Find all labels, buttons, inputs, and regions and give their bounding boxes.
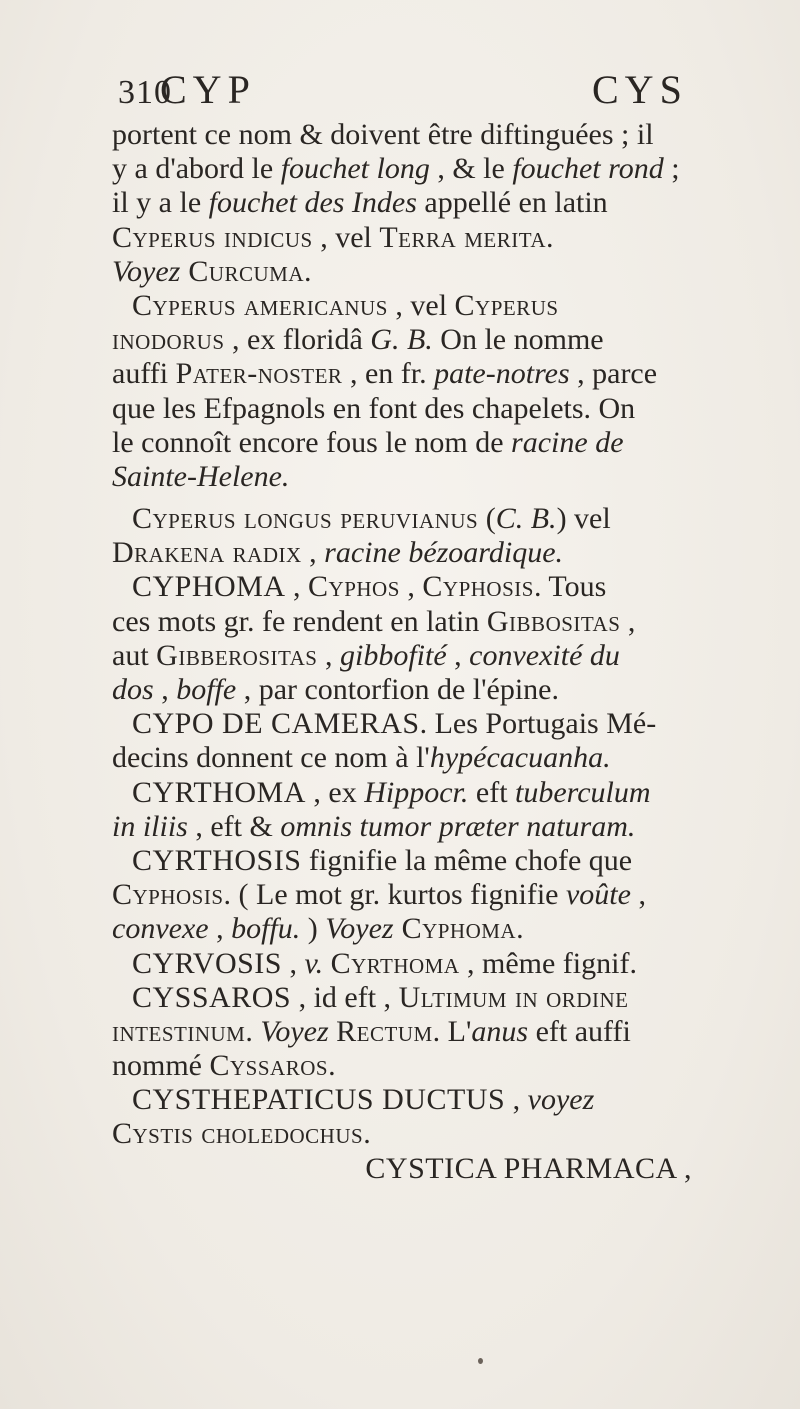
text-run: eft: [468, 775, 516, 809]
text-run: , ex floridâ: [224, 323, 371, 357]
text-run: ces mots gr. fe rendent en latin: [112, 604, 487, 638]
smallcaps-term: intestinum: [112, 1014, 246, 1048]
text-run: , parce: [569, 357, 658, 391]
smallcaps-term: Cyphoma: [393, 912, 517, 946]
entry-headword-line: [112, 502, 722, 536]
cross-reference: Voyez: [260, 1014, 329, 1048]
smallcaps-term: inodorus: [112, 323, 225, 357]
text-line: [112, 741, 722, 775]
smallcaps-term: Gibberositas: [156, 638, 318, 672]
text-run: ,: [620, 604, 636, 638]
text-run: eft auffi: [528, 1014, 631, 1048]
smallcaps-term: Rectum: [336, 1014, 433, 1048]
text-run: ,: [153, 673, 177, 706]
text-line: [112, 152, 722, 186]
text-run: .: [245, 1014, 261, 1048]
italic-term: G. B.: [370, 323, 433, 357]
text-line: [112, 323, 722, 357]
text-run: .: [516, 912, 524, 946]
entry-text: [112, 118, 722, 1186]
smallcaps-term: Curcuma: [180, 254, 305, 288]
entry-headword-line: [112, 289, 722, 323]
text-run: auffi: [112, 357, 176, 391]
text-line: [112, 186, 722, 220]
text-line: [112, 255, 722, 289]
entry-headword-line: [112, 707, 722, 741]
text-run: , en fr.: [342, 357, 435, 391]
text-line: [112, 810, 722, 844]
text-line: [112, 392, 722, 426]
smallcaps-term: Drakena radix: [112, 536, 302, 570]
text-run: [323, 947, 331, 980]
text-run: On le nomme: [432, 323, 604, 357]
italic-term: boffe: [176, 673, 237, 706]
text-line: [112, 357, 722, 391]
text-run: ,: [505, 1083, 528, 1117]
entry-headword: CYRTHOMA: [132, 775, 306, 809]
text-run: ;: [663, 152, 680, 186]
italic-term: voûte: [565, 878, 631, 912]
cross-reference: Voyez: [325, 912, 394, 946]
text-run: ,: [285, 570, 309, 604]
italic-term: dos: [112, 673, 154, 706]
text-run: appellé en latin: [416, 186, 608, 220]
smallcaps-term: Pater-noster: [175, 357, 343, 391]
text-line: [112, 426, 722, 460]
page-header: [118, 62, 688, 112]
spacer: [112, 494, 722, 502]
italic-term: C. B.: [495, 502, 557, 536]
text-run: , & le: [429, 152, 513, 186]
text-run: .: [546, 220, 554, 254]
text-run: que les Efpagnols en font des chapelets. On: [112, 391, 636, 425]
italic-term: convexité du: [469, 638, 620, 672]
italic-term: v.: [304, 946, 324, 980]
text-line: [112, 639, 722, 673]
right-guide-word: CYS: [592, 67, 688, 112]
italic-term: Sainte-Helene.: [112, 459, 290, 493]
italic-term: racine bézoardique.: [324, 536, 564, 570]
text-run: , eft &: [187, 809, 281, 843]
text-run: y a d'abord le: [112, 152, 281, 186]
text-run: ,: [630, 878, 646, 912]
text-line: [112, 536, 722, 570]
text-run: ) vel: [556, 502, 611, 536]
italic-term: pate-notres: [434, 357, 570, 391]
text-run: , vel: [312, 220, 380, 254]
entry-headword: CYSTHEPATICUS DUCTUS: [132, 1083, 506, 1117]
entry-headword-line: [112, 1083, 722, 1117]
text-run: , id eft ,: [291, 980, 399, 1014]
smallcaps-term: Cyphosis: [422, 570, 534, 604]
entry-headword-line: [112, 947, 722, 981]
text-run: ,: [317, 638, 340, 672]
text-line: [112, 118, 722, 152]
text-run: .: [304, 254, 312, 288]
entry-headword-line: [112, 776, 722, 810]
entry-headword: CYSTICA PHARMACA ,: [365, 1151, 692, 1185]
smallcaps-term: Terra merita: [379, 220, 547, 254]
entry-headword: CYPO DE CAMERAS: [132, 707, 420, 741]
printer-mark: [478, 1358, 483, 1364]
entry-headword-line: [112, 570, 722, 604]
smallcaps-term: Cyphosis: [112, 878, 224, 912]
text-run: ,: [399, 570, 423, 604]
italic-term: in iliis: [112, 809, 188, 843]
smallcaps-term: Cyphos: [308, 570, 400, 604]
text-run: ): [300, 912, 326, 946]
text-line: [112, 1049, 722, 1083]
entry-headword-line: [112, 844, 722, 878]
italic-term: tuberculum: [515, 775, 651, 809]
italic-term: gibbofité: [340, 638, 447, 672]
smallcaps-term: Cystis choledochus: [112, 1117, 364, 1151]
text-run: portent ce nom & doivent être diftinguées ; il: [112, 118, 654, 151]
entry-headword-line: [112, 981, 722, 1015]
text-run: fignifie la même chofe que: [301, 843, 633, 877]
text-line: [112, 605, 722, 639]
text-line: [112, 1015, 722, 1049]
text-run: , ex: [305, 775, 365, 809]
text-run: .: [363, 1117, 371, 1151]
smallcaps-term: Cyperus: [454, 288, 559, 322]
text-run: , vel: [387, 288, 455, 322]
entry-headword: Cyperus longus peruvianus: [132, 502, 479, 536]
text-line: [112, 1117, 722, 1151]
text-run: aut: [112, 638, 157, 672]
entry-headword: Cyperus americanus: [132, 288, 388, 322]
italic-term: fouchet long: [280, 152, 430, 186]
text-run: .: [328, 1049, 336, 1083]
entry-headword: CYRTHOSIS: [132, 843, 302, 877]
left-guide-word: CYP: [160, 67, 256, 112]
smallcaps-term: Ultimum in ordine: [398, 980, 629, 1014]
text-line: [112, 673, 722, 707]
text-run: nommé: [112, 1049, 210, 1083]
smallcaps-term: Cyssaros: [209, 1049, 329, 1083]
page-number: 310: [118, 74, 172, 111]
text-run: il y a le: [112, 186, 209, 220]
smallcaps-term: Gibbositas: [486, 604, 621, 638]
entry-headword: CYSSAROS: [132, 980, 292, 1014]
text-run: . ( Le mot gr. kurtos fignifie: [223, 878, 566, 912]
cross-reference: voyez: [527, 1083, 595, 1117]
text-run: . Tous: [533, 570, 607, 604]
text-line: [112, 221, 722, 255]
italic-term: fouchet rond: [512, 152, 664, 186]
smallcaps-term: Cyrthoma: [330, 946, 460, 980]
italic-term: convexe: [112, 912, 209, 946]
entry-headword: CYRVOSIS: [132, 946, 282, 980]
text-run: decins donnent ce nom à l': [112, 741, 430, 775]
text-run: , par contorfion de l'épine.: [236, 673, 559, 706]
cross-reference: Voyez: [112, 254, 181, 288]
catchword-line: [112, 1152, 722, 1186]
text-line: [112, 878, 722, 912]
italic-term: boffu.: [231, 912, 301, 946]
text-run: ,: [208, 912, 232, 946]
text-run: ,: [281, 946, 305, 980]
text-run: ,: [446, 638, 470, 672]
smallcaps-term: Cyperus indicus: [112, 220, 313, 254]
text-run: , même fignif.: [459, 946, 637, 980]
entry-headword: CYPHOMA: [132, 570, 286, 604]
italic-term: Hippocr.: [364, 775, 469, 809]
italic-term: anus: [471, 1014, 529, 1048]
italic-term: omnis tumor præter naturam.: [280, 809, 636, 843]
italic-term: fouchet des Indes: [208, 186, 417, 220]
italic-term: racine de: [511, 425, 624, 459]
text-run: . Les Portugais Mé-: [419, 707, 657, 741]
text-run: ,: [301, 536, 325, 570]
text-line: [112, 912, 722, 946]
italic-term: hypécacuanha.: [429, 741, 611, 775]
text-line: [112, 460, 722, 494]
text-run: (: [478, 502, 496, 536]
text-run: . L': [432, 1014, 472, 1048]
text-run: le connoît encore fous le nom de: [112, 425, 512, 459]
